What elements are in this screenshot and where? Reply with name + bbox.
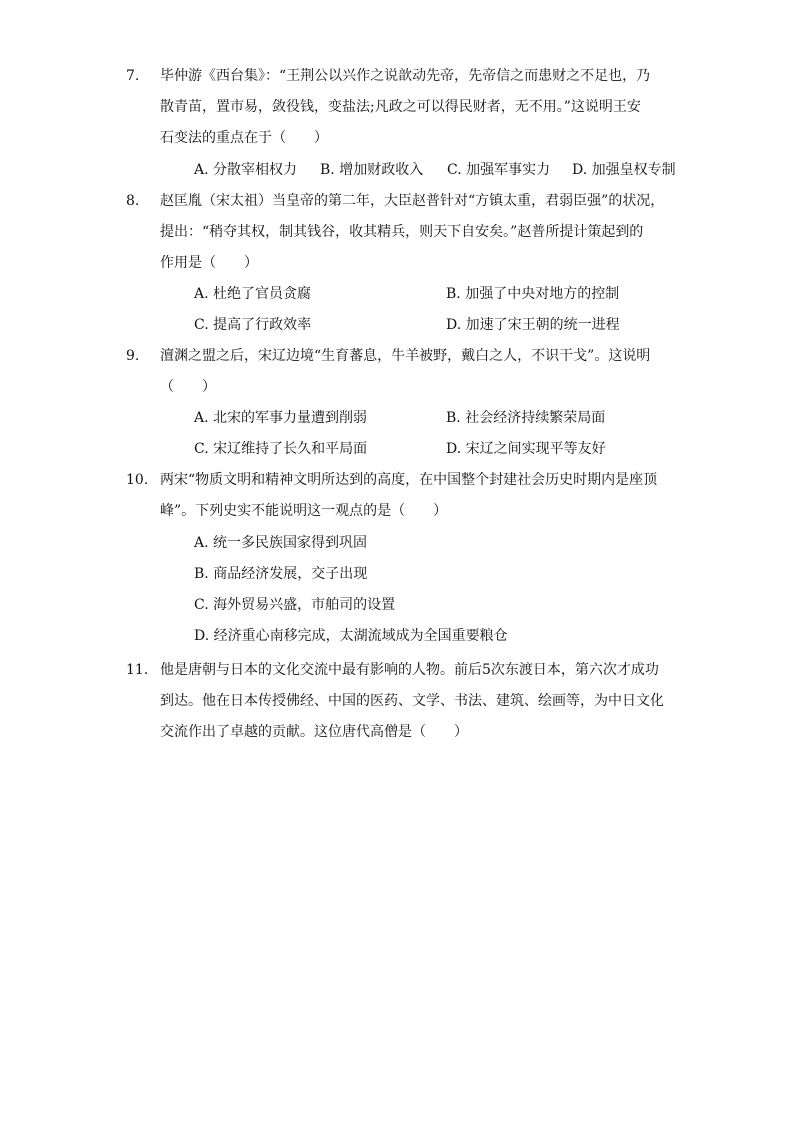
option-d[interactable]: D. 宋辽之间实现平等友好 bbox=[446, 441, 606, 457]
question-9 bbox=[126, 341, 671, 403]
stem-line: 交流作出了卓越的贡献。这位唐代高僧是（ ） bbox=[160, 724, 468, 740]
option-d[interactable]: D. 经济重心南移完成，太湖流域成为全国重要粮仓 bbox=[194, 628, 508, 644]
question-10 bbox=[126, 465, 671, 527]
question-stem bbox=[160, 61, 671, 154]
stem-line: 澶渊之盟之后，宋辽边境“生育蕃息，牛羊被野，戴白之人，不识干戈”。这说明 bbox=[160, 348, 651, 364]
question-stem bbox=[160, 655, 671, 748]
stem-line: 作用是（ ） bbox=[160, 255, 258, 271]
question-number: 11. bbox=[126, 662, 149, 678]
question-number: 8. bbox=[126, 193, 140, 209]
option-a[interactable]: A. 杜绝了官员贪腐 bbox=[194, 286, 312, 302]
stem-line: 石变法的重点在于（ ） bbox=[160, 130, 328, 146]
question-7-options bbox=[194, 155, 714, 186]
option-d[interactable]: D. 加强皇权专制 bbox=[572, 162, 676, 178]
stem-line: 毕仲游《西台集》：“王荆公以兴作之说歆动先帝，先帝信之而患财之不足也，乃 bbox=[160, 68, 651, 84]
question-number: 7. bbox=[126, 68, 140, 84]
option-a[interactable]: A. 统一多民族国家得到巩固 bbox=[194, 535, 368, 551]
question-stem bbox=[160, 341, 671, 403]
stem-line: 峰”。下列史实不能说明这一观点的是（ ） bbox=[160, 503, 448, 519]
stem-line: 赵匡胤（宋太祖）当皇帝的第二年，大臣赵普针对“方镇太重，君弱臣强”的状况， bbox=[160, 193, 665, 209]
question-stem bbox=[160, 465, 671, 527]
stem-line: 散青苗，置市易，敛役钱，变盐法;凡政之可以得民财者，无不用。”这说明王安 bbox=[160, 99, 641, 115]
option-c[interactable]: C. 加强军事实力 bbox=[447, 162, 551, 178]
question-stem bbox=[160, 186, 671, 279]
question-7 bbox=[126, 61, 671, 154]
option-b[interactable]: B. 社会经济持续繁荣局面 bbox=[446, 410, 606, 426]
option-a[interactable]: A. 分散宰相权力 bbox=[194, 162, 298, 178]
question-8-options bbox=[194, 279, 714, 341]
option-a[interactable]: A. 北宋的军事力量遭到削弱 bbox=[194, 410, 368, 426]
question-11 bbox=[126, 655, 671, 748]
stem-line: 提出：“稍夺其权，制其钱谷，收其精兵，则天下自安矣。”赵普所提计策起到的 bbox=[160, 224, 644, 240]
option-d[interactable]: D. 加速了宋王朝的统一进程 bbox=[446, 317, 620, 333]
stem-line: 两宋“物质文明和精神文明所达到的高度，在中国整个封建社会历史时期内是座顶 bbox=[160, 472, 658, 488]
question-10-options bbox=[194, 528, 714, 652]
question-number: 9. bbox=[126, 348, 140, 364]
stem-line: 他是唐朝与日本的文化交流中最有影响的人物。前后5次东渡日本，第六次才成功 bbox=[160, 662, 659, 678]
question-8 bbox=[126, 186, 671, 279]
option-b[interactable]: B. 商品经济发展，交子出现 bbox=[194, 566, 368, 582]
option-b[interactable]: B. 加强了中央对地方的控制 bbox=[446, 286, 620, 302]
question-9-options bbox=[194, 403, 714, 465]
option-c[interactable]: C. 海外贸易兴盛，市舶司的设置 bbox=[194, 597, 396, 613]
option-c[interactable]: C. 提高了行政效率 bbox=[194, 317, 312, 333]
option-c[interactable]: C. 宋辽维持了长久和平局面 bbox=[194, 441, 368, 457]
stem-line: 到达。他在日本传授佛经、中国的医药、文学、书法、建筑、绘画等，为中日文化 bbox=[160, 693, 664, 709]
stem-line: （ ） bbox=[160, 379, 216, 395]
option-b[interactable]: B. 增加财政收入 bbox=[320, 162, 424, 178]
question-number: 10. bbox=[126, 472, 149, 488]
